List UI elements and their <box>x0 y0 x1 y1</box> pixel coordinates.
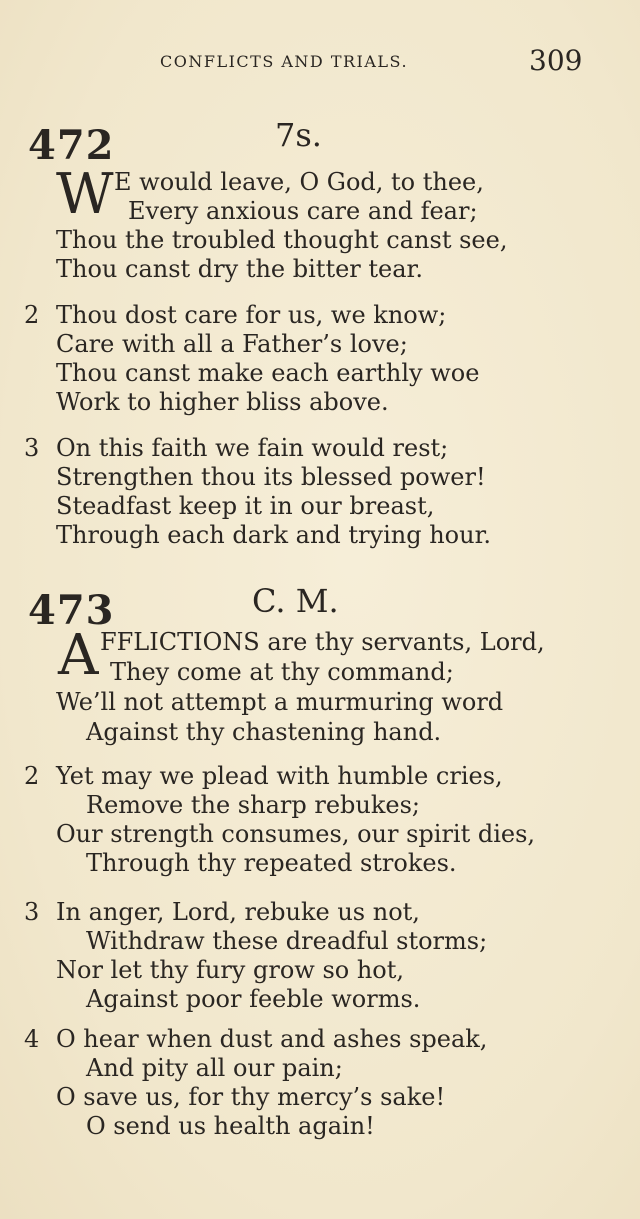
hymn-line: Our strength consumes, our spirit dies, <box>56 820 536 848</box>
hymn-meter: 7s. <box>275 116 322 154</box>
hymn-line: Every anxious care and fear; <box>128 197 478 225</box>
hymn-line: And pity all our pain; <box>86 1054 343 1082</box>
hymn-line: We’ll not attempt a murmuring word <box>56 688 504 716</box>
hymn-line: Thou canst make each earthly woe <box>56 359 480 387</box>
verse-number: 3 <box>24 898 40 926</box>
hymn-line: Steadfast keep it in our breast, <box>56 492 435 520</box>
page-number: 309 <box>529 44 583 77</box>
verse-number: 3 <box>24 434 40 462</box>
hymn-number: 472 <box>28 122 115 169</box>
hymn-line: Against poor feeble worms. <box>86 985 421 1013</box>
hymn-line: They come at thy command; <box>110 658 454 686</box>
verse-number: 2 <box>24 762 40 790</box>
hymn-line: Work to higher bliss above. <box>56 388 389 416</box>
hymn-line: Against thy chastening hand. <box>86 718 442 746</box>
hymn-line: Through thy repeated strokes. <box>86 849 457 877</box>
drop-cap: A <box>58 623 99 688</box>
hymn-line: Withdraw these dreadful storms; <box>86 927 488 955</box>
hymn-line: Thou canst dry the bitter tear. <box>56 255 424 283</box>
hymn-line: Thou the troubled thought canst see, <box>56 226 508 254</box>
hymn-line: O send us health again! <box>86 1112 375 1140</box>
drop-cap: W <box>56 162 114 227</box>
verse-number: 4 <box>24 1025 40 1053</box>
hymn-line: O hear when dust and ashes speak, <box>56 1025 488 1053</box>
hymn-meter: C. M. <box>252 582 339 620</box>
hymn-line: FFLICTIONS are thy servants, Lord, <box>100 628 545 656</box>
hymn-number: 473 <box>28 587 115 634</box>
hymn-line: Nor let thy fury grow so hot, <box>56 956 405 984</box>
hymn-line: Yet may we plead with humble cries, <box>56 762 503 790</box>
hymn-line: In anger, Lord, rebuke us not, <box>56 898 420 926</box>
hymn-line: Remove the sharp rebukes; <box>86 791 420 819</box>
hymn-line: Through each dark and trying hour. <box>56 521 492 549</box>
hymn-line: Thou dost care for us, we know; <box>56 301 447 329</box>
hymn-line: O save us, for thy mercy’s sake! <box>56 1083 446 1111</box>
hymn-line: Strengthen thou its blessed power! <box>56 463 486 491</box>
running-head: CONFLICTS AND TRIALS. <box>160 52 409 71</box>
verse-number: 2 <box>24 301 40 329</box>
hymn-line: E would leave, O God, to thee, <box>114 168 484 196</box>
hymn-line: Care with all a Father’s love; <box>56 330 408 358</box>
hymn-line: On this faith we fain would rest; <box>56 434 449 462</box>
